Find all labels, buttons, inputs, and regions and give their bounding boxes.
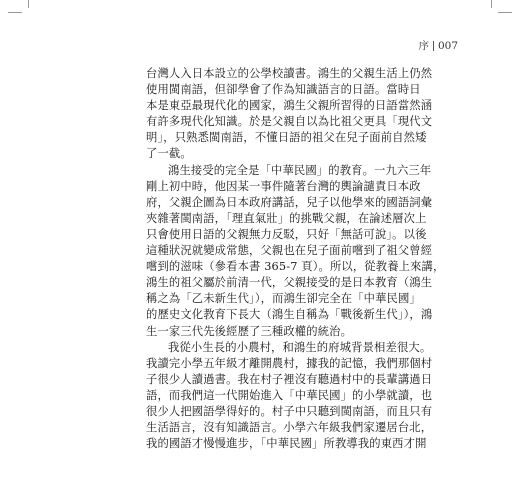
text-line: 我的國語才慢慢進步，「中華民國」所教導我的東西才開 [146,437,427,451]
trim-mark-top-left-vertical [28,0,29,8]
text-line: 稱之為「乙未新生代」），而鴻生卻完全在「中華民國」 [146,292,421,306]
text-line: 鴻生的祖父屬於前清一代，父親接受的是日本教育（鴻生 [146,276,433,290]
text-line: 只會使用日語的父親無力反駁，只好「無話可說」。以後 [146,227,427,241]
text-line: 明」，只熟悉閩南語，不懂日語的祖父在兒子面前自然矮 [146,131,427,145]
text-line: 本是東亞最現代化的國家，鴻生父親所習得的日語當然涵 [146,99,433,113]
text-line: 我從小生長的小農村，和鴻生的府城背景相差很大。 [168,340,432,354]
text-line: 子很少人讀過書。我在村子裡沒有聽過村中的長輩講過日 [146,372,433,386]
section-title: 序 [418,40,429,52]
text-line: 剛上初中時，他因某一事件隨著台灣的輿論譴責日本政 [146,179,421,193]
text-line: 的歷史文化教育下長大（鴻生自稱為「戰後新生代」），鴻 [146,308,433,322]
text-line: 語，而我們這一代開始進入「中華民國」的小學就讀，也 [146,388,433,402]
text-line: 我讀完小學五年級才離開農村，據我的記憶，我們那個村 [146,356,433,370]
page-number: 007 [437,39,458,52]
text-line: 生一家三代先後經歷了三種政權的統治。 [146,324,353,338]
text-line: 使用閩南語，但卻學會了作為知識語言的日語。當時日 [146,83,421,97]
text-line: 很少人把國語學得好的。村子中只聽到閩南語，而且只有 [146,404,433,418]
text-line: 生活語言，沒有知識語言。小學六年級我們家遷居台北， [146,421,433,435]
text-line: 夾雜著閩南語，「理直氣壯」的挑戰父親，在論述層次上 [146,211,427,225]
text-line: 嚐到的滋味（參看本書 365-7 頁）。所以，從教養上來講， [146,260,445,274]
header-divider [433,41,434,51]
text-line: 鴻生接受的完全是「中華民國」的教育。一九六三年 [168,163,432,177]
running-header [418,38,458,53]
trim-mark-top-left-horizontal [8,12,22,13]
text-line: 府，父親企圖為日本政府講話，兒子以他學來的國語詞彙 [146,195,433,209]
text-line: 這種狀況就變成常態，父親也在兒子面前嚐到了祖父曾經 [146,244,433,258]
text-line: 有許多現代化知識。於是父親自以為比祖父更具「現代文 [146,115,433,129]
text-line: 台灣人入日本設立的公學校讀書。鴻生的父親生活上仍然 [146,67,433,80]
trim-mark-top-right-horizontal [498,12,512,13]
body-text [146,66,445,452]
text-line: 了一截。 [146,147,192,161]
trim-mark-top-right-vertical [491,0,492,8]
